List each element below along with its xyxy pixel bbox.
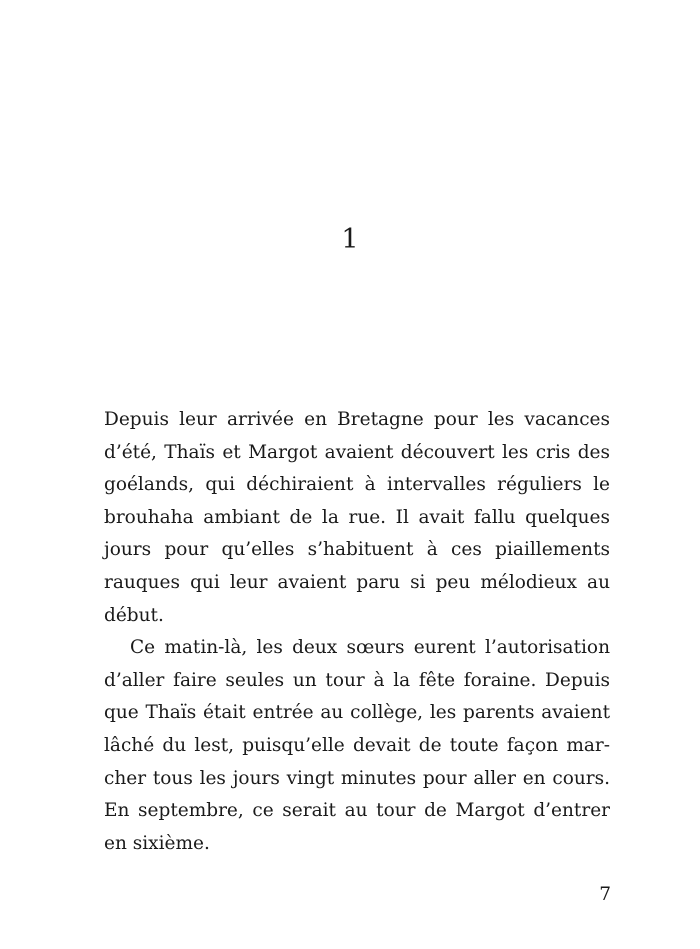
paragraph: Ce matin-là, les deux sœurs eurent l’autorisation d’aller faire seules un tour à la fête foraine. Depuis que Thaïs était entrée au collège, les parents avaient lâché du lest, puisqu’elle devait de toute façon marcher tous les jours vingt minutes pour aller en cours. En septembre, ce serait au tour de Margot d’entrer en sixième.	[104, 637, 610, 854]
chapter-number: 1	[341, 224, 359, 255]
page-number: 7	[599, 884, 611, 905]
body-text	[104, 404, 610, 860]
paragraph: Depuis leur arrivée en Bretagne pour les vacances d’été, Thaïs et Margot avaient découvert les cris des goélands, qui déchiraient à intervalles réguliers le brouhaha ambiant de la rue. Il avait fallu quelques jours pour qu’elles s’habituent à ces piaillements rauques qui leur avaient paru si peu mélodieux au début.	[104, 409, 610, 626]
